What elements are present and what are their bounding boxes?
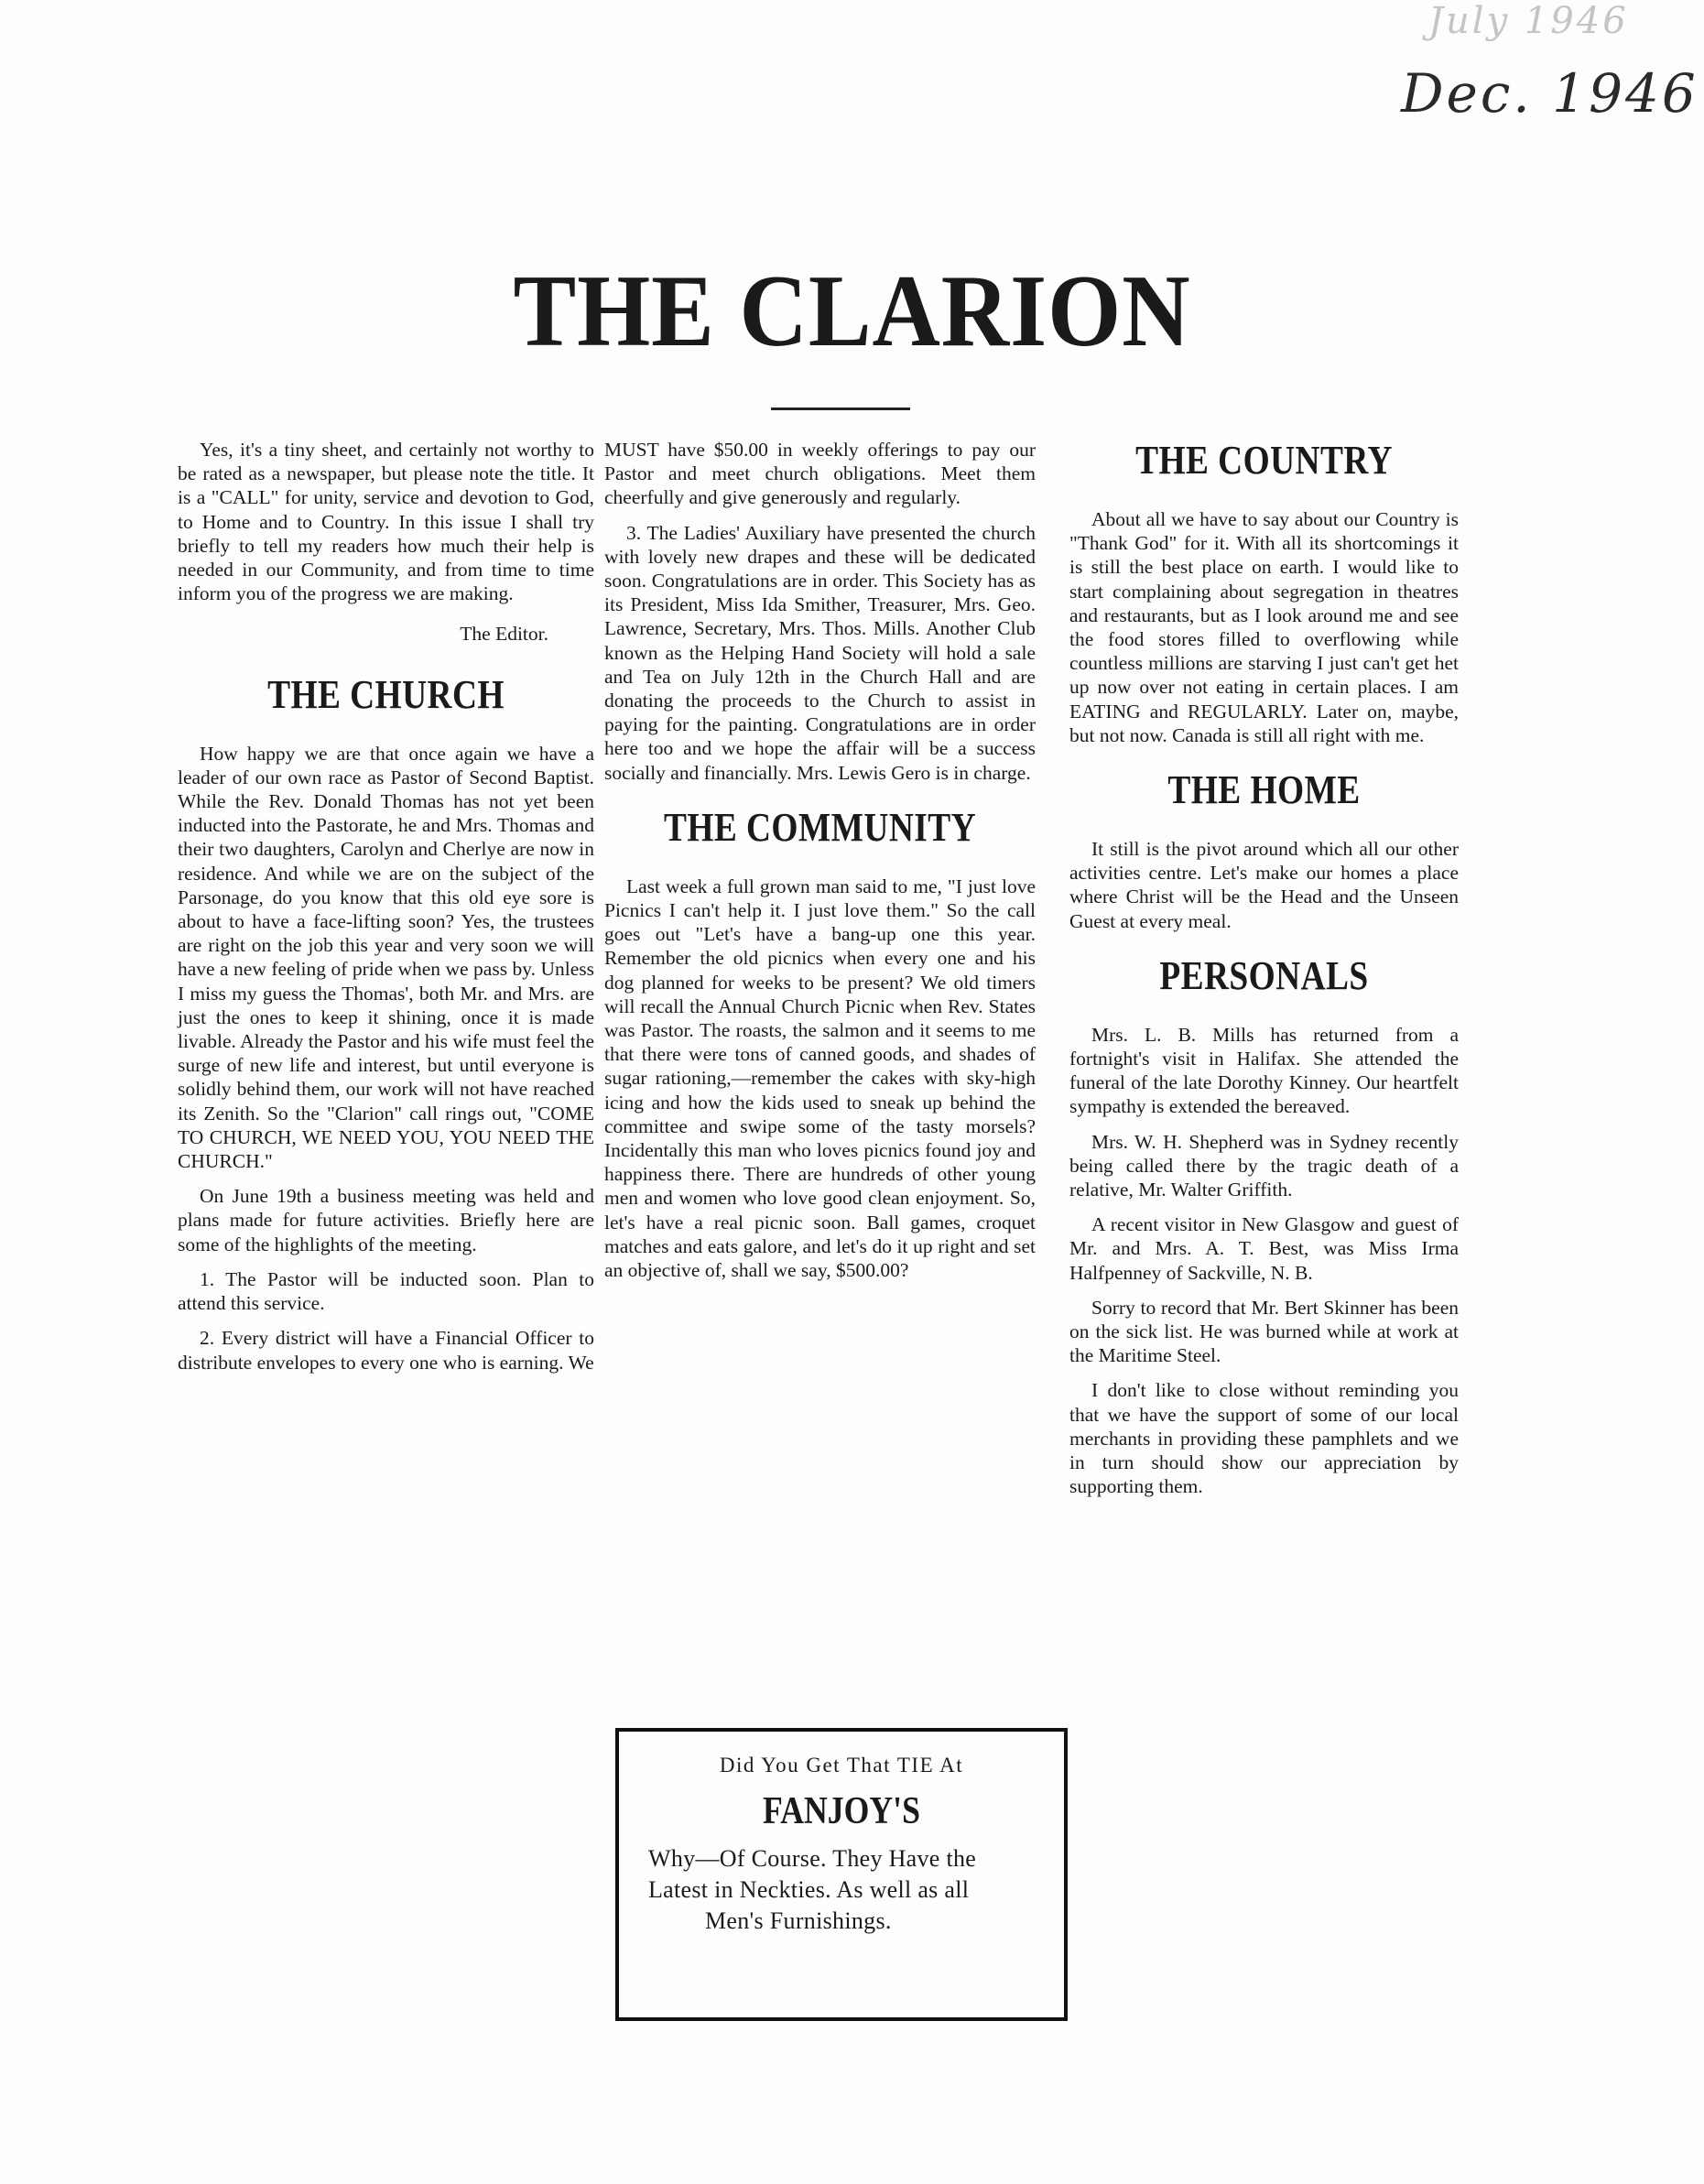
home-heading: THE HOME [1167,767,1361,813]
church-meeting-paragraph: On June 19th a business meeting was held and plans made for future activities. Briefly here are some of the highlights of the meeting. [178,1185,594,1255]
personals-item: Mrs. W. H. Shepherd was in Sydney recently being called there by the tragic death of a relative, Mr. Walter Griffith. [1069,1130,1459,1201]
newspaper-masthead: THE CLARION [513,255,1191,368]
ad-tagline: Did You Get That TIE At [719,1754,964,1777]
church-item-2: 2. Every district will have a Financial Officer to distribute envelopes to every one who is earning. We [178,1327,594,1374]
church-item-3: 3. The Ladies' Auxiliary have presented the church with lovely new drapes and these will be dedicated soon. Congratulations are in order. This Society has as its President, Miss Ida Smither, Treasurer, Mrs. Geo. Lawrence, Secretary, Mrs. Thos. Mills. Another Club known as the Helping Hand Society will hold a sale and Tea on July 12th in the Church Hall and are donating the proceeds to the Church to assist in paying for the painting. Congratulations are in order here too and we hope the affair will be a success socially and financially. Mrs. Lewis Gero is in charge. [604,521,1036,784]
community-paragraph: Last week a full grown man said to me, "I just love Picnics I can't help it. I just love them." So the call goes out "Let's have a bang-up one this year. Remember the old picnics when every one and his dog planned for weeks to be present? We old timers will recall the Annual Church Picnic when Rev. States was Pastor. The roasts, the salmon and it seems to me that there were tons of canned goods, and shades of sugar rationing,—remember the cakes with sky-high icing and how the kids used to sneak up behind the committee and swipe some of the tasty morsels? Incidentally this man who loves picnics found joy and happiness there. There are hundreds of other young men and women who love good clean enjoyment. So, let's have a real picnic soon. Ball games, croquet matches and eats galore, and let's do it up right and set an objective of, shall we say, $500.00? [604,875,1036,1282]
church-item-2-continued: MUST have $50.00 in weekly offerings to pay our Pastor and meet church obligations. Meet them cheerfully and give generously and regularly. [604,439,1036,509]
personals-item: Sorry to record that Mr. Bert Skinner has been on the sick list. He was burned while at work at the Maritime Steel. [1069,1296,1459,1367]
column-left [178,438,594,1385]
personals-heading: PERSONALS [1159,952,1369,998]
ad-body [648,1843,1035,1937]
masthead-rule [771,407,910,410]
editor-signature: The Editor. [460,623,548,646]
personals-item: Mrs. L. B. Mills has returned from a fortnight's visit in Halifax. She attended the funeral of the late Dorothy Kinney. Our heartfelt sympathy is extended the bereaved. [1069,1023,1459,1118]
personals-closing: I don't like to close without reminding you that we have the support of some of our local merchants in providing these pamphlets and we in turn should show our appreciation by supporting them. [1069,1379,1459,1498]
faint-handwritten-date: July 1946 [1428,0,1629,42]
handwritten-date-note: Dec. 1946 [1401,62,1699,125]
country-paragraph: About all we have to say about our Country is "Thank God" for it. With all its shortcomings it is still the best place on earth. I would like to start complaining about segregation in theatres and restaurants, but as I look around me and see the food stores filled to overflowing while countless millions are starving I just can't get het up now over not eating in certain places. I am EATING and REGULARLY. Later on, maybe, but not now. Canada is still all right with me. [1069,508,1459,746]
column-right [1069,438,1459,1510]
church-heading: THE CHURCH [267,671,505,717]
ad-store-name: FANJOY'S [763,1790,920,1832]
ad-body-text: Why—Of Course. They Have the Latest in Neckties. As well as all [648,1845,977,1903]
ad-last-line: Men's Furnishings. [705,1907,892,1934]
country-heading: THE COUNTRY [1135,438,1393,483]
community-heading: THE COMMUNITY [663,804,977,850]
home-paragraph: It still is the pivot around which all our other activities centre. Let's make our homes a place where Christ will be the Head and the Unseen Guest at every meal. [1069,838,1459,932]
fanjoys-advertisement [615,1728,1068,2021]
personals-item: A recent visitor in New Glasgow and guest of Mr. and Mrs. A. T. Best, was Miss Irma Halfpenney of Sackville, N. B. [1069,1213,1459,1284]
church-item-1: 1. The Pastor will be inducted soon. Plan to attend this service. [178,1267,594,1315]
editor-intro-paragraph: Yes, it's a tiny sheet, and certainly not worthy to be rated as a newspaper, but please note the title. It is a "CALL" for unity, service and devotion to God, to Home and to Country. In this issue I shall try briefly to tell my readers how much their help is needed in our Community, and from time to time inform you of the progress we are making. [178,439,594,605]
church-paragraph: How happy we are that once again we have a leader of our own race as Pastor of Second Baptist. While the Rev. Donald Thomas has not yet been inducted into the Pastorate, he and Mrs. Thomas and their two daughters, Carolyn and Cherlye are now in residence. And while we are on the subject of the Parsonage, do you know that this old eye sore is about to have a face-lifting soon? Yes, the trustees are right on the job this year and very soon we will have a new feeling of pride when we pass by. Unless I miss my guess the Thomas', both Mr. and Mrs. are just the ones to keep it shining, once it is made livable. Already the Pastor and his wife must feel the surge of new life and interest, but until everyone is solidly behind them, our work will not have reached its Zenith. So the "Clarion" call rings out, "COME TO CHURCH, WE NEED YOU, YOU NEED THE CHURCH." [178,742,594,1173]
column-middle [604,438,1036,1293]
